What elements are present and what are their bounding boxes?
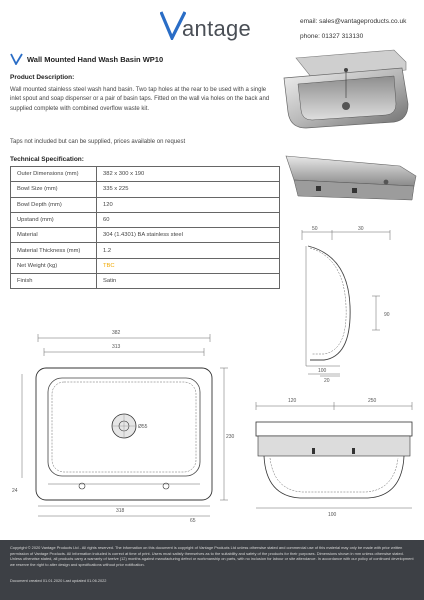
contact-block [300,14,406,44]
spec-row [11,182,280,197]
spec-value: 335 x 225 [97,182,280,197]
spec-row [11,243,280,258]
spec-value: 304 (1.4301) BA stainless steel [97,228,280,243]
dim-front-120: 120 [288,398,297,404]
brand-name: antage [182,16,252,41]
spec-label: Outer Dimensions (mm) [11,167,97,182]
dim-plan-55: Ø55 [138,424,148,430]
dim-plan-65: 65 [190,518,196,524]
product-title: Wall Mounted Hand Wash Basin WP10 [27,54,164,64]
contact-phone[interactable]: phone: 01327 313130 [300,33,364,40]
vantage-v-small-icon [10,53,23,65]
spec-row [11,212,280,227]
spec-table [10,166,280,289]
spec-label: Finish [11,274,97,289]
plan-view-drawing [8,320,240,525]
spec-label: Material Thickness (mm) [11,243,97,258]
description-body: Wall mounted stainless steel wash hand basin. Two tap holes at the rear to be used with a single inlet spout and soap dispenser or a pair of basin taps. Fitted on the wall via holes on the back and supplied complete with combined overflow waste kit. [10,87,270,112]
spec-row [11,167,280,182]
dim-plan-313: 313 [112,344,121,350]
front-elevation-drawing [248,396,420,522]
spec-value: 60 [97,212,280,227]
spec-value-tbc: TBC [97,258,280,273]
footer [0,540,424,600]
dim-plan-230: 230 [226,434,235,440]
spec-value: Satin [97,274,280,289]
dim-front-100: 100 [328,512,337,518]
dim-side-30: 30 [358,226,364,232]
dim-front-250: 250 [368,398,377,404]
footer-dates: Document created 01.01.2020 Last updated 01.06.2022 [10,578,107,583]
spec-row [11,274,280,289]
spec-heading: Technical Specification: [10,156,84,163]
spec-value: 382 x 300 x 190 [97,167,280,182]
spec-label: Bowl Depth (mm) [11,197,97,212]
dim-plan-24: 24 [12,488,18,494]
dim-plan-318: 318 [116,508,125,514]
brand-logo [160,10,280,44]
dim-side-50: 50 [312,226,318,232]
product-title-row [10,53,163,65]
dim-side-20: 20 [324,378,330,384]
spec-row [11,197,280,212]
description-note: Taps not included but can be supplied, prices available on request [10,139,186,145]
basin-photo-rear [282,152,420,202]
dim-side-90: 90 [384,312,390,318]
description-heading: Product Description: [10,74,75,81]
footer-legal-text: Copyright © 2020 Vantage Products Ltd - All rights reserved. The information on this document is copyright of Vantage Products Ltd unless otherwise stated and commercial use of this material may only be made with prior written permission of Vantage Products. All information included is correct at time of print. Users must satisfy themselves as to the suitability and safety of the products for their purposes. Dimensions shown in mm unless otherwise stated. Unless otherwise stated, all products carry a warranty of twelve (12) months against manufacturing defect or workmanship on parts, with no inclusion for labour or site attendance. In accordance with our policy of continued development we reserve the right to alter design and specifications without prior notification. [10,545,414,567]
spec-row [11,228,280,243]
spec-label: Bowl Size (mm) [11,182,97,197]
spec-row [11,258,280,273]
basin-photo-angled [276,48,416,130]
contact-email[interactable]: email: sales@vantageproducts.co.uk [300,18,407,25]
dim-side-100: 100 [318,368,327,374]
side-section-drawing [280,226,420,386]
spec-label: Material [11,228,97,243]
spec-label: Upstand (mm) [11,212,97,227]
spec-label: Net Weight (kg) [11,258,97,273]
dim-plan-382: 382 [112,330,121,336]
spec-value: 120 [97,197,280,212]
spec-value: 1.2 [97,243,280,258]
